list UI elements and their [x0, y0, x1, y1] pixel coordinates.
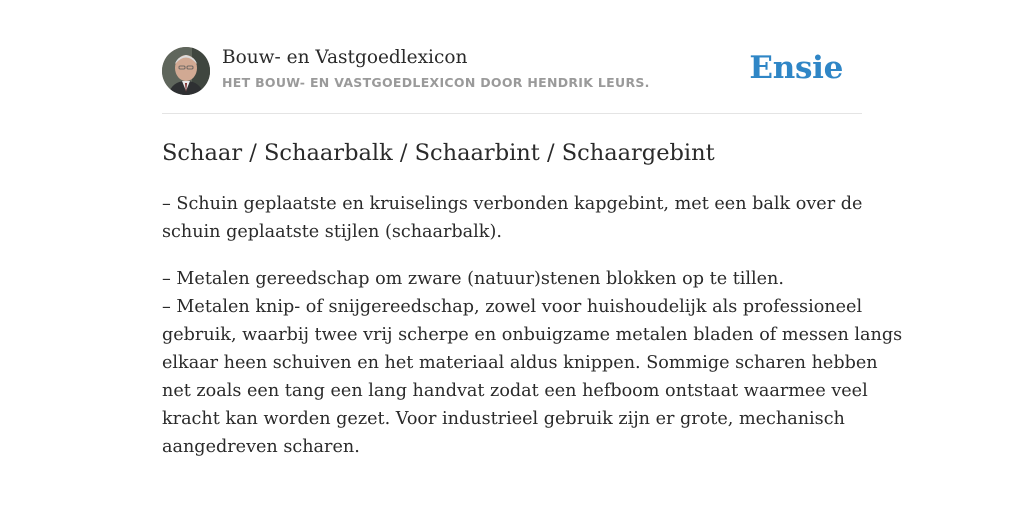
definition-paragraph [162, 190, 862, 246]
definition-line: kracht kan worden gezet. Voor industrieel gebruik zijn er grote, mechanisch [162, 409, 845, 429]
definition-line: – Metalen knip- of snijgereedschap, zowel voor huishoudelijk als professioneel [162, 297, 863, 317]
author-avatar[interactable] [162, 47, 210, 95]
entry-header [162, 44, 862, 114]
entry-definition [162, 190, 903, 461]
author-subtitle: HET BOUW- EN VASTGOEDLEXICON DOOR HENDRIK LEURS. [222, 75, 650, 90]
entry-card [162, 44, 903, 457]
definition-line: – Schuin geplaatste en kruiselings verbonden kapgebint, met een balk over de [162, 194, 863, 214]
definition-line: net zoals een tang een lang handvat zodat een hefboom ontstaat waarmee veel [162, 381, 868, 401]
definition-line: gebruik, waarbij twee vrij scherpe en onbuigzame metalen bladen of messen langs [162, 325, 903, 345]
definition-line: schuin geplaatste stijlen (schaarbalk). [162, 222, 502, 242]
entry-title: Schaar / Schaarbalk / Schaarbint / Schaargebint [162, 140, 715, 166]
definition-line: elkaar heen schuiven en het materiaal aldus knippen. Sommige scharen hebben [162, 353, 878, 373]
definition-line: aangedreven scharen. [162, 437, 360, 457]
ensie-logo[interactable]: Ensie [749, 50, 843, 86]
definition-paragraph [162, 265, 903, 461]
definition-line: – Metalen gereedschap om zware (natuur)stenen blokken op te tillen. [162, 269, 784, 289]
author-portrait-icon [162, 47, 210, 95]
author-name[interactable]: Bouw- en Vastgoedlexicon [222, 47, 468, 68]
